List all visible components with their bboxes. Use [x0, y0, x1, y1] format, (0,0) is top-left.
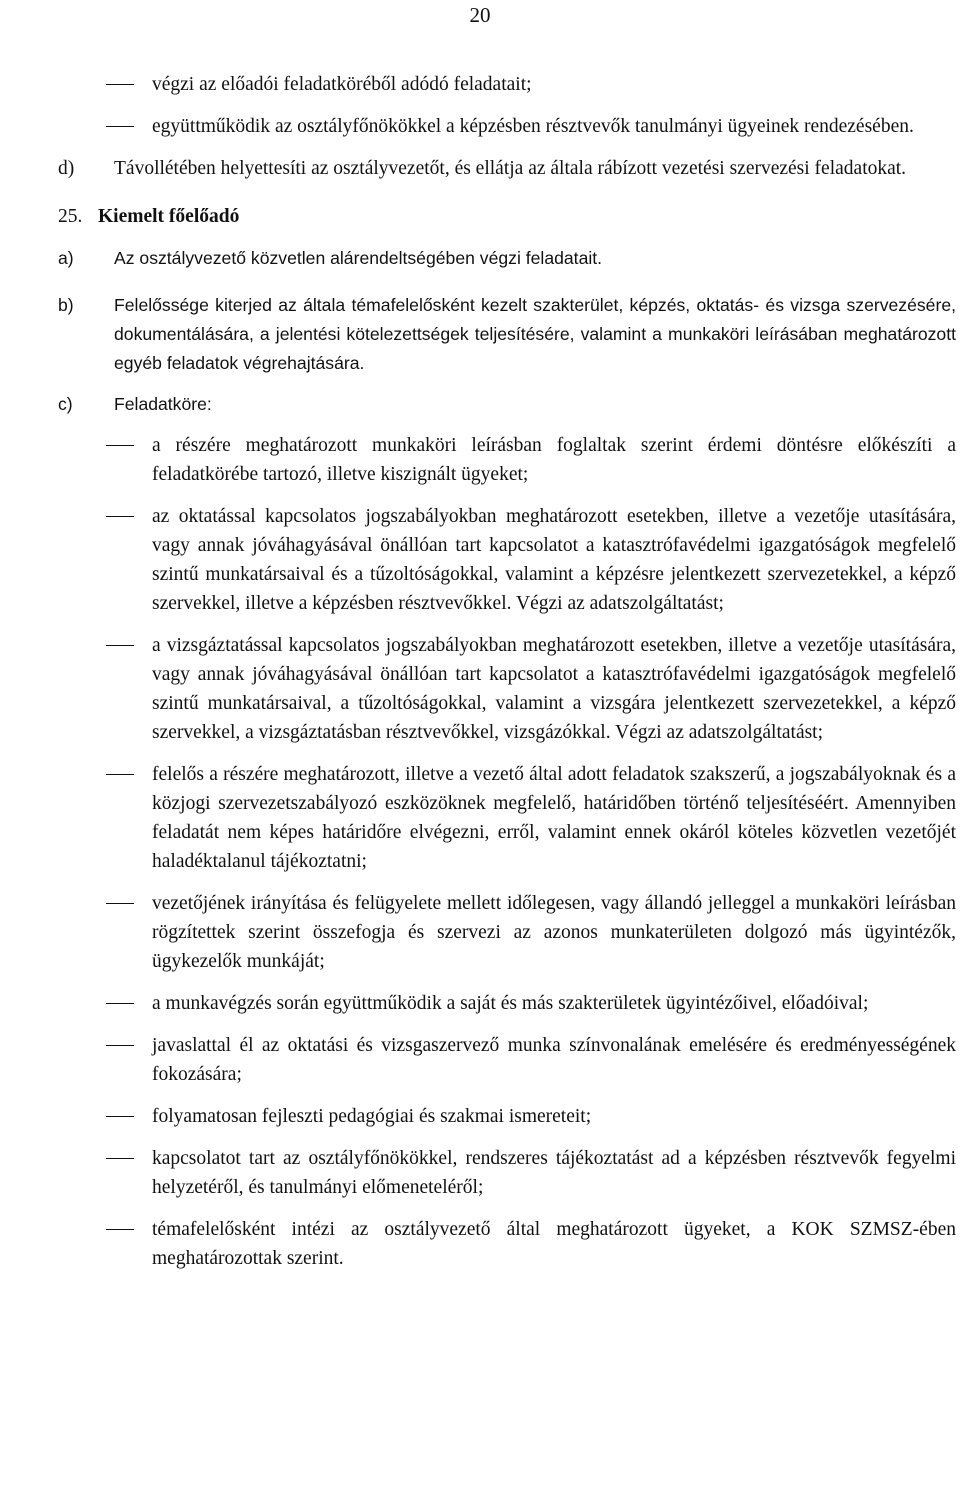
task-item — [58, 1215, 956, 1273]
dash-bullet — [106, 1229, 134, 1230]
list-item — [58, 70, 956, 99]
task-item — [58, 1144, 956, 1202]
dash-bullet — [106, 1116, 134, 1117]
task-item — [58, 989, 956, 1018]
task-text: javaslattal él az oktatási és vizsgaszervező munka színvonalának emelésére és eredményességének fokozására; — [152, 1035, 956, 1085]
task-text: a vizsgáztatással kapcsolatos jogszabályokban meghatározott esetekben, illetve a vezetője utasítására, vagy annak jóváhagyásával önállóan tart kapcsolatot a katasztrófavédelmi igazgatóságok megfelelő szintű munkatársaival, a tűzoltóságokkal, valamint a vizsgára jelentkezett szervezetekkel, a képző szervekkel, a vizsgáztatásban résztvevőkkel, vizsgázókkal. Végzi az adatszolgáltatást; — [152, 635, 956, 743]
task-item — [58, 1031, 956, 1089]
item-text: Felelőssége kiterjed az általa témafelelősként kezelt szakterület, képzés, oktatás- és vizsga szervezésére, dokumentálására, a jelentési kötelezettségek teljesítésére, valamint a munkaköri leírásában meghatározott egyéb feladatok végrehajtására. — [114, 295, 956, 373]
item-c — [58, 390, 956, 419]
task-item — [58, 1102, 956, 1131]
task-text: az oktatással kapcsolatos jogszabályokban meghatározott esetekben, illetve a vezetője utasítására, vagy annak jóváhagyásával önállóan tart kapcsolatot a katasztrófavédelmi igazgatóságok megfelelő szintű munkatársaival és a tűzoltóságokkal, valamint a képzésre jelentkezett szervezetekkel, a képző szervekkel, illetve a képzésben résztvevőkkel. Végzi az adatszolgáltatást; — [152, 506, 956, 614]
dash-bullet — [106, 645, 134, 646]
item-marker: b) — [58, 295, 74, 315]
list-item-text: együttműködik az osztályfőnökökkel a képzésben résztvevők tanulmányi ügyeinek rendezésében. — [152, 116, 914, 137]
dash-bullet — [106, 516, 134, 517]
item-marker: a) — [58, 248, 74, 268]
dash-bullet — [106, 445, 134, 446]
dash-bullet — [106, 1003, 134, 1004]
document-body — [58, 70, 956, 1273]
item-text: Az osztályvezető közvetlen alárendeltségében végzi feladatait. — [114, 248, 603, 268]
item-b — [58, 291, 956, 378]
dash-bullet — [106, 126, 134, 127]
list-item — [58, 112, 956, 141]
task-text: folyamatosan fejleszti pedagógiai és szakmai ismereteit; — [152, 1106, 592, 1127]
item-d — [58, 154, 956, 183]
dash-bullet — [106, 1045, 134, 1046]
item-marker: d) — [58, 158, 75, 179]
dash-bullet — [106, 1158, 134, 1159]
item-a — [58, 244, 956, 273]
page-number: 20 — [469, 3, 491, 27]
section-number: 25. — [58, 206, 83, 227]
item-marker: c) — [58, 394, 73, 414]
section-heading — [58, 202, 956, 231]
section-title: Kiemelt főelőadó — [98, 206, 240, 227]
dash-bullet — [106, 774, 134, 775]
task-text: témafelelősként intézi az osztályvezető által meghatározott ügyeket, a KOK SZMSZ-ében meghatározottak szerint. — [152, 1219, 956, 1269]
list-item-text: végzi az előadói feladatköréből adódó feladatait; — [152, 74, 532, 95]
task-item — [58, 631, 956, 747]
task-text: felelős a részére meghatározott, illetve a vezető által adott feladatok szakszerű, a jogszabályoknak és a közjogi szervezetszabályozó eszközöknek megfelelő, határidőben történő teljesítéséért. Amennyiben feladatát nem képes határidőre elvégezni, erről, valamint ennek okáról köteles közvetlen vezetőjét haladéktalanul tájékoztatni; — [152, 764, 956, 872]
dash-bullet — [106, 84, 134, 85]
dash-bullet — [106, 903, 134, 904]
task-text: a munkavégzés során együttműködik a saját és más szakterületek ügyintézőivel, előadóival; — [152, 993, 869, 1014]
item-text: Távollétében helyettesíti az osztályvezetőt, és ellátja az általa rábízott vezetési szervezési feladatokat. — [114, 158, 907, 179]
task-item — [58, 760, 956, 876]
task-item — [58, 889, 956, 976]
task-item — [58, 431, 956, 489]
task-text: vezetőjének irányítása és felügyelete mellett időlegesen, vagy állandó jelleggel a munkaköri leírásban rögzítettek szerint összefogja és szervezi az azonos munkaterületen dolgozó más ügyintézők, ügykezelők munkáját; — [152, 893, 956, 972]
item-text: Feladatköre: — [114, 394, 212, 414]
task-item — [58, 502, 956, 618]
task-text: a részére meghatározott munkaköri leírásban foglaltak szerint érdemi döntésre előkészíti a feladatkörébe tartozó, illetve kiszignált ügyeket; — [152, 435, 956, 485]
task-text: kapcsolatot tart az osztályfőnökökkel, rendszeres tájékoztatást ad a képzésben résztvevők fegyelmi helyzetéről, és tanulmányi előmeneteléről; — [152, 1148, 956, 1198]
